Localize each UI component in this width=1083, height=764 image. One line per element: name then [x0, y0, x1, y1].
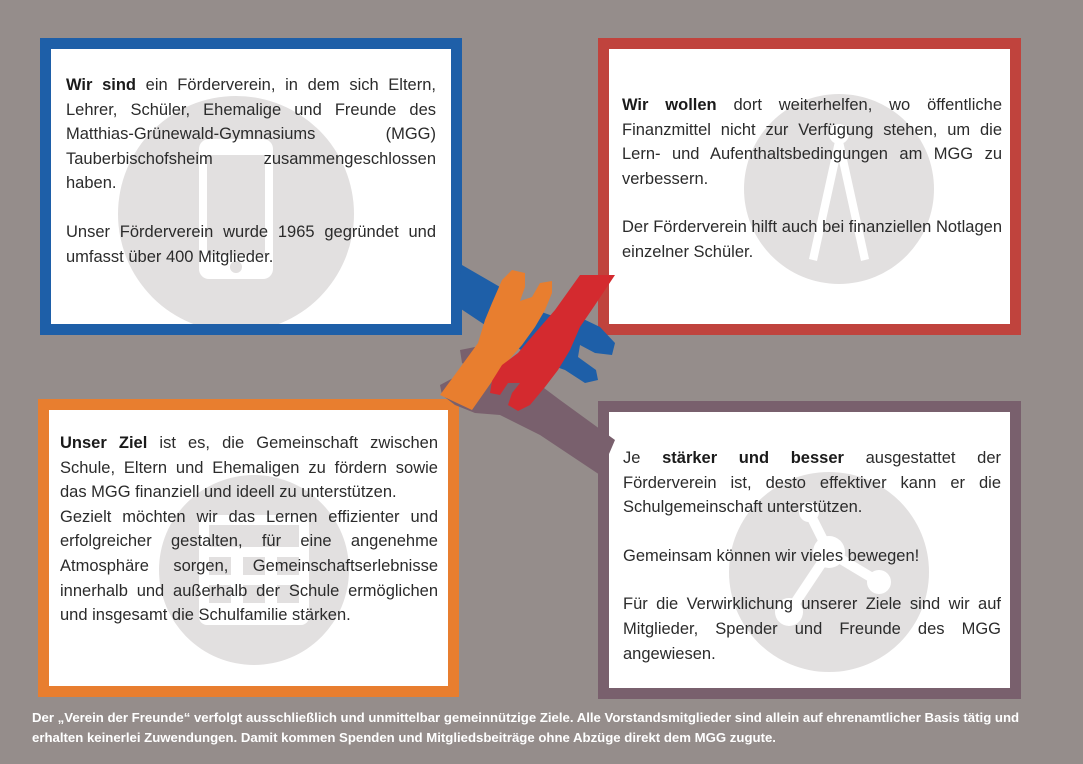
unser-ziel-text: ist es, die Gemeinschaft zwischen Schule, Eltern und Ehemaligen zu fördern sowie das MGG finanziell und ideell zu unterstützen.	[60, 434, 438, 502]
info-box-wir-sind	[40, 38, 462, 335]
wir-sind-bold: Wir sind	[66, 76, 136, 94]
je-text: Je	[623, 449, 663, 467]
notlagen-paragraph: Der Förderverein hilft auch bei finanziellen Notlagen einzelner Schüler.	[622, 218, 1002, 261]
gruendung-paragraph: Unser Förderverein wurde 1965 gegründet und umfasst über 400 Mitglieder.	[66, 222, 436, 266]
verwirklichung-paragraph: Für die Verwirklichung unserer Ziele sind wir auf Mitglieder, Spender und Freunde des MGG angewiesen.	[623, 595, 1001, 663]
wir-wollen-paragraph	[622, 93, 1002, 191]
staerker-text: ausgestattet der Förderverein ist, desto effektiver kann er die Schulgemeinschaft unterstützen.	[623, 449, 1001, 517]
gezielt-paragraph: Gezielt möchten wir das Lernen effizienter und erfolgreicher gestalten, für eine angenehme Atmosphäre sorgen, Gemeinschaftserlebnisse innerhalb und außerhalb der Schule ermöglichen und insgesamt die Schulfamilie stärken.	[60, 507, 438, 625]
staerker-bold: stärker und besser	[662, 449, 844, 467]
unser-ziel-bold: Unser Ziel	[60, 434, 148, 452]
wir-wollen-text: dort weiterhelfen, wo öffentliche Finanzmittel nicht zur Verfügung stehen, um die Lern- und Aufenthaltsbedingungen am MGG zu verbessern.	[622, 96, 1002, 188]
hands-graphic	[400, 235, 663, 505]
wir-wollen-bold: Wir wollen	[622, 96, 717, 114]
staerker-paragraph	[623, 446, 1001, 520]
wir-sind-paragraph	[66, 73, 436, 196]
info-box-staerker-besser	[598, 401, 1021, 699]
gemeinsam-paragraph: Gemeinsam können wir vieles bewegen!	[623, 546, 920, 565]
info-box-unser-ziel	[38, 399, 459, 697]
wir-sind-text: ein Förderverein, in dem sich Eltern, Lehrer, Schüler, Ehemalige und Freunde des Matthias-Grünewald-Gymnasiums (MGG) Tauberbischofsheim zusammengeschlossen haben.	[66, 76, 436, 193]
footer-disclaimer: Der „Verein der Freunde“ verfolgt ausschließlich und unmittelbar gemeinnützige Ziele. Alle Vorstandsmitglieder sind allein auf ehrenamtlicher Basis tätig und erhalten keinerlei Zuwendungen. Damit kommen Spenden und Mitgliedsbeiträge ohne Abzüge direkt dem MGG zugute.	[32, 710, 1020, 745]
info-box-wir-wollen	[598, 38, 1021, 335]
unser-ziel-paragraph	[60, 431, 438, 505]
